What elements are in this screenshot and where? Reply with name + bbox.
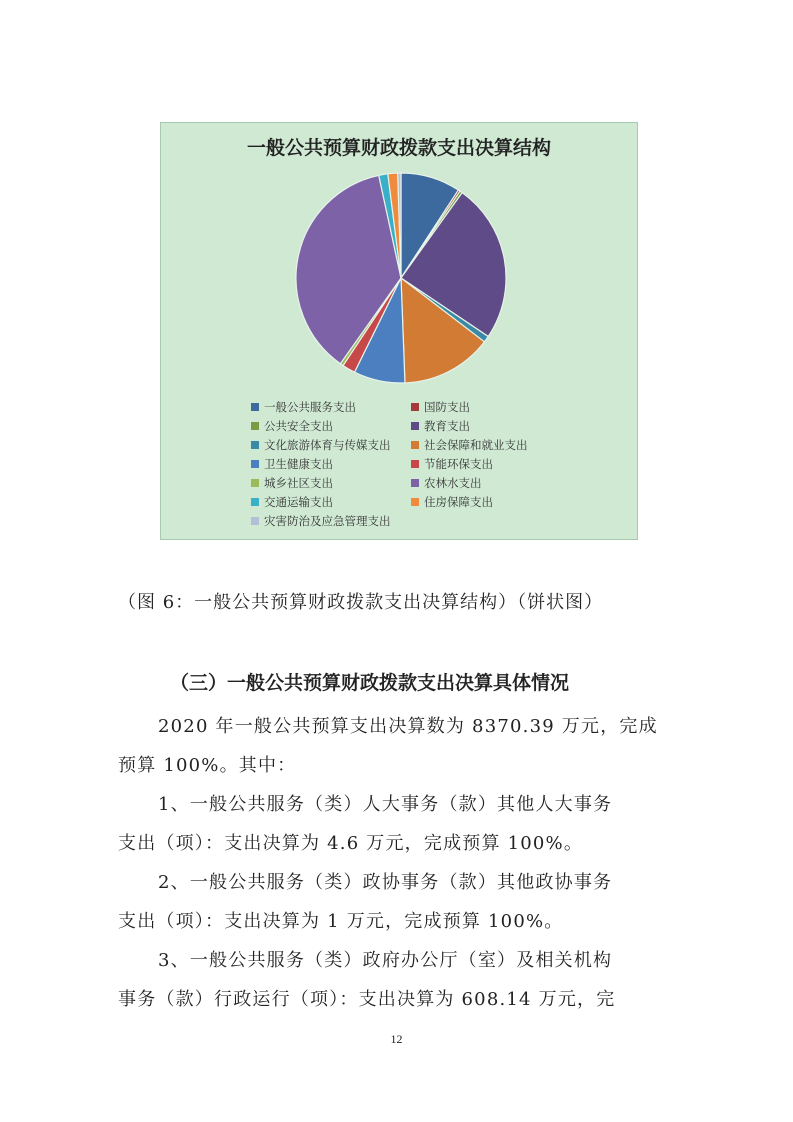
section-heading: （三）一般公共预算财政拨款支出决算具体情况 bbox=[170, 672, 570, 694]
legend-swatch bbox=[411, 403, 419, 411]
legend-item bbox=[251, 398, 411, 416]
legend-label: 社会保障和就业支出 bbox=[424, 438, 528, 452]
legend-swatch bbox=[411, 460, 419, 468]
legend-swatch bbox=[251, 441, 259, 449]
legend-item bbox=[411, 474, 571, 492]
legend-swatch bbox=[251, 422, 259, 430]
legend-label: 公共安全支出 bbox=[264, 419, 333, 433]
legend-label: 卫生健康支出 bbox=[264, 457, 333, 471]
pie-plot bbox=[291, 168, 511, 388]
legend-label: 住房保障支出 bbox=[424, 495, 493, 509]
legend-swatch bbox=[251, 479, 259, 487]
legend-item bbox=[411, 417, 571, 435]
legend-swatch bbox=[411, 498, 419, 506]
legend-label: 城乡社区支出 bbox=[264, 476, 333, 490]
legend-item bbox=[251, 512, 411, 530]
paragraph-line: 预算 100%。其中： bbox=[118, 755, 297, 776]
legend-item bbox=[251, 436, 411, 454]
legend-swatch bbox=[251, 498, 259, 506]
legend-label: 文化旅游体育与传媒支出 bbox=[264, 438, 391, 452]
paragraph-line: 2020 年一般公共预算支出决算数为 8370.39 万元，完成 bbox=[158, 716, 658, 737]
paragraph-line: 3、一般公共服务（类）政府办公厅（室）及相关机构 bbox=[158, 950, 613, 971]
legend-swatch bbox=[411, 441, 419, 449]
pie-chart bbox=[160, 122, 638, 540]
legend-label: 灾害防治及应急管理支出 bbox=[264, 514, 391, 528]
legend-swatch bbox=[411, 422, 419, 430]
paragraph-line: 2、一般公共服务（类）政协事务（款）其他政协事务 bbox=[158, 872, 613, 893]
legend-swatch bbox=[251, 517, 259, 525]
paragraph-line: 支出（项）：支出决算为 4.6 万元，完成预算 100%。 bbox=[118, 833, 584, 854]
legend-item bbox=[251, 493, 411, 511]
chart-title: 一般公共预算财政拨款支出决算结构 bbox=[246, 137, 551, 159]
legend-item bbox=[411, 398, 571, 416]
legend-swatch bbox=[251, 460, 259, 468]
legend-item bbox=[251, 474, 411, 492]
legend-item bbox=[411, 436, 571, 454]
figure-caption: （图 6：一般公共预算财政拨款支出决算结构）（饼状图） bbox=[118, 592, 604, 613]
legend-swatch bbox=[251, 403, 259, 411]
legend-label: 交通运输支出 bbox=[264, 495, 333, 509]
legend-label: 一般公共服务支出 bbox=[264, 400, 356, 414]
legend-label: 节能环保支出 bbox=[424, 457, 493, 471]
legend-label: 教育支出 bbox=[424, 419, 470, 433]
legend-item bbox=[411, 493, 571, 511]
legend-label: 农林水支出 bbox=[424, 476, 482, 490]
paragraph-line: 支出（项）：支出决算为 1 万元，完成预算 100%。 bbox=[118, 911, 564, 932]
legend-swatch bbox=[411, 479, 419, 487]
paragraph-line: 1、一般公共服务（类）人大事务（款）其他人大事务 bbox=[158, 794, 613, 815]
legend-item bbox=[251, 417, 411, 435]
chart-legend bbox=[251, 398, 571, 530]
legend-item bbox=[251, 455, 411, 473]
legend-label: 国防支出 bbox=[424, 400, 470, 414]
paragraph-line: 事务（款）行政运行（项）：支出决算为 608.14 万元，完 bbox=[118, 989, 616, 1010]
legend-item bbox=[411, 455, 571, 473]
page-number: 12 bbox=[390, 1032, 403, 1046]
